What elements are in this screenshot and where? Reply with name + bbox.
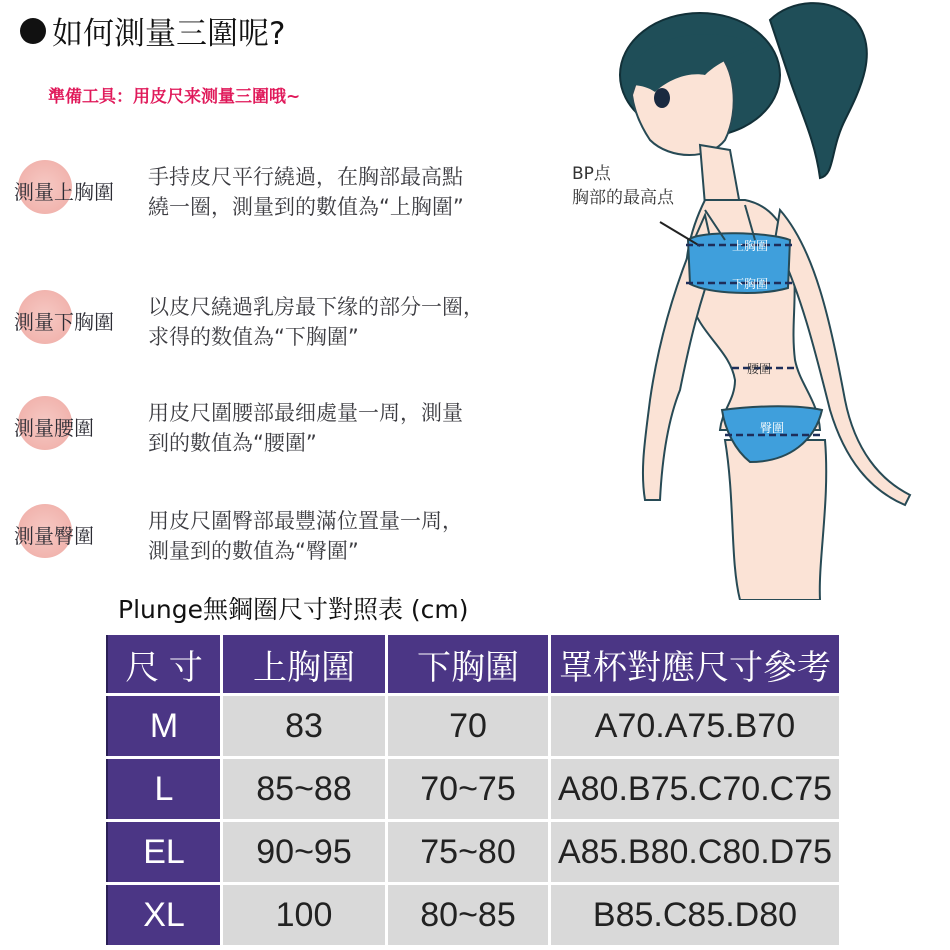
tools-line: 準備工具：用皮尺来测量三圍哦~ — [48, 87, 301, 107]
table-cell: 85~88 — [222, 758, 387, 821]
table-cell: 70 — [387, 695, 550, 758]
measure-row-hip — [0, 502, 560, 582]
table-row — [107, 884, 841, 947]
upper-bust-line-label: 上胸圍 — [732, 239, 769, 253]
table-header-cell: 上胸圍 — [222, 634, 387, 695]
bp-label: BP点 — [572, 164, 611, 184]
measure-label: 測量上胸圍 — [14, 180, 114, 204]
table-cell: 75~80 — [387, 821, 550, 884]
table-cell: 80~85 — [387, 884, 550, 947]
table-cell: B85.C85.D80 — [550, 884, 841, 947]
measure-label: 測量下胸圍 — [14, 310, 114, 334]
measure-description — [148, 506, 548, 566]
table-cell: A80.B75.C70.C75 — [550, 758, 841, 821]
legs-shape — [725, 440, 826, 600]
measure-row-under-bust — [0, 288, 560, 368]
table-cell: 90~95 — [222, 821, 387, 884]
page-title-text: 如何測量三圍呢? — [52, 16, 286, 52]
hip-line-label: 臀圍 — [760, 421, 785, 435]
desc-line: 測量到的數值為“臀圍” — [148, 539, 359, 563]
table-cell: 83 — [222, 695, 387, 758]
table-cell: 100 — [222, 884, 387, 947]
table-header-row — [107, 634, 841, 695]
measure-row-upper-bust — [0, 158, 560, 238]
size-table — [106, 632, 842, 948]
waist-line-label: 腰圍 — [747, 362, 772, 376]
table-title: Plunge無鋼圈尺寸對照表 (cm) — [118, 595, 469, 624]
bp-description: 胸部的最高点 — [572, 188, 674, 208]
page-title — [20, 8, 285, 53]
table-header-cell: 尺 寸 — [107, 634, 222, 695]
measure-description — [148, 292, 548, 352]
size-cell: M — [107, 695, 222, 758]
desc-line: 求得的数值為“下胸圍” — [148, 325, 359, 349]
table-cell: 70~75 — [387, 758, 550, 821]
size-cell: XL — [107, 884, 222, 947]
measure-label: 測量臀圍 — [14, 524, 94, 548]
desc-line: 繞一圈，測量到的數值為“上胸圍” — [148, 195, 464, 219]
size-cell: EL — [107, 821, 222, 884]
table-row — [107, 821, 841, 884]
desc-line: 以皮尺繞過乳房最下缘的部分一圈， — [148, 295, 484, 319]
table-row — [107, 695, 841, 758]
measure-label: 測量腰圍 — [14, 416, 94, 440]
desc-line: 到的數值為“腰圍” — [148, 431, 317, 455]
desc-line: 用皮尺圍臀部最豐滿位置量一周， — [148, 509, 463, 533]
desc-line: 用皮尺圍腰部最细處量一周，測量 — [148, 401, 463, 425]
woman-figure-illustration — [600, 0, 950, 600]
eye — [654, 88, 670, 108]
table-header-cell: 罩杯對應尺寸參考 — [550, 634, 841, 695]
measure-row-waist — [0, 394, 560, 474]
neck-shape — [700, 145, 740, 205]
table-header-cell: 下胸圍 — [387, 634, 550, 695]
desc-line: 手持皮尺平行繞過，在胸部最高點 — [148, 165, 463, 189]
under-bust-line-label: 下胸圍 — [732, 277, 769, 291]
measure-description — [148, 162, 548, 222]
ponytail-shape — [770, 3, 867, 178]
measure-description — [148, 398, 548, 458]
bullet-dot-icon — [20, 18, 46, 44]
size-cell: L — [107, 758, 222, 821]
table-cell: A70.A75.B70 — [550, 695, 841, 758]
table-row — [107, 758, 841, 821]
table-cell: A85.B80.C80.D75 — [550, 821, 841, 884]
